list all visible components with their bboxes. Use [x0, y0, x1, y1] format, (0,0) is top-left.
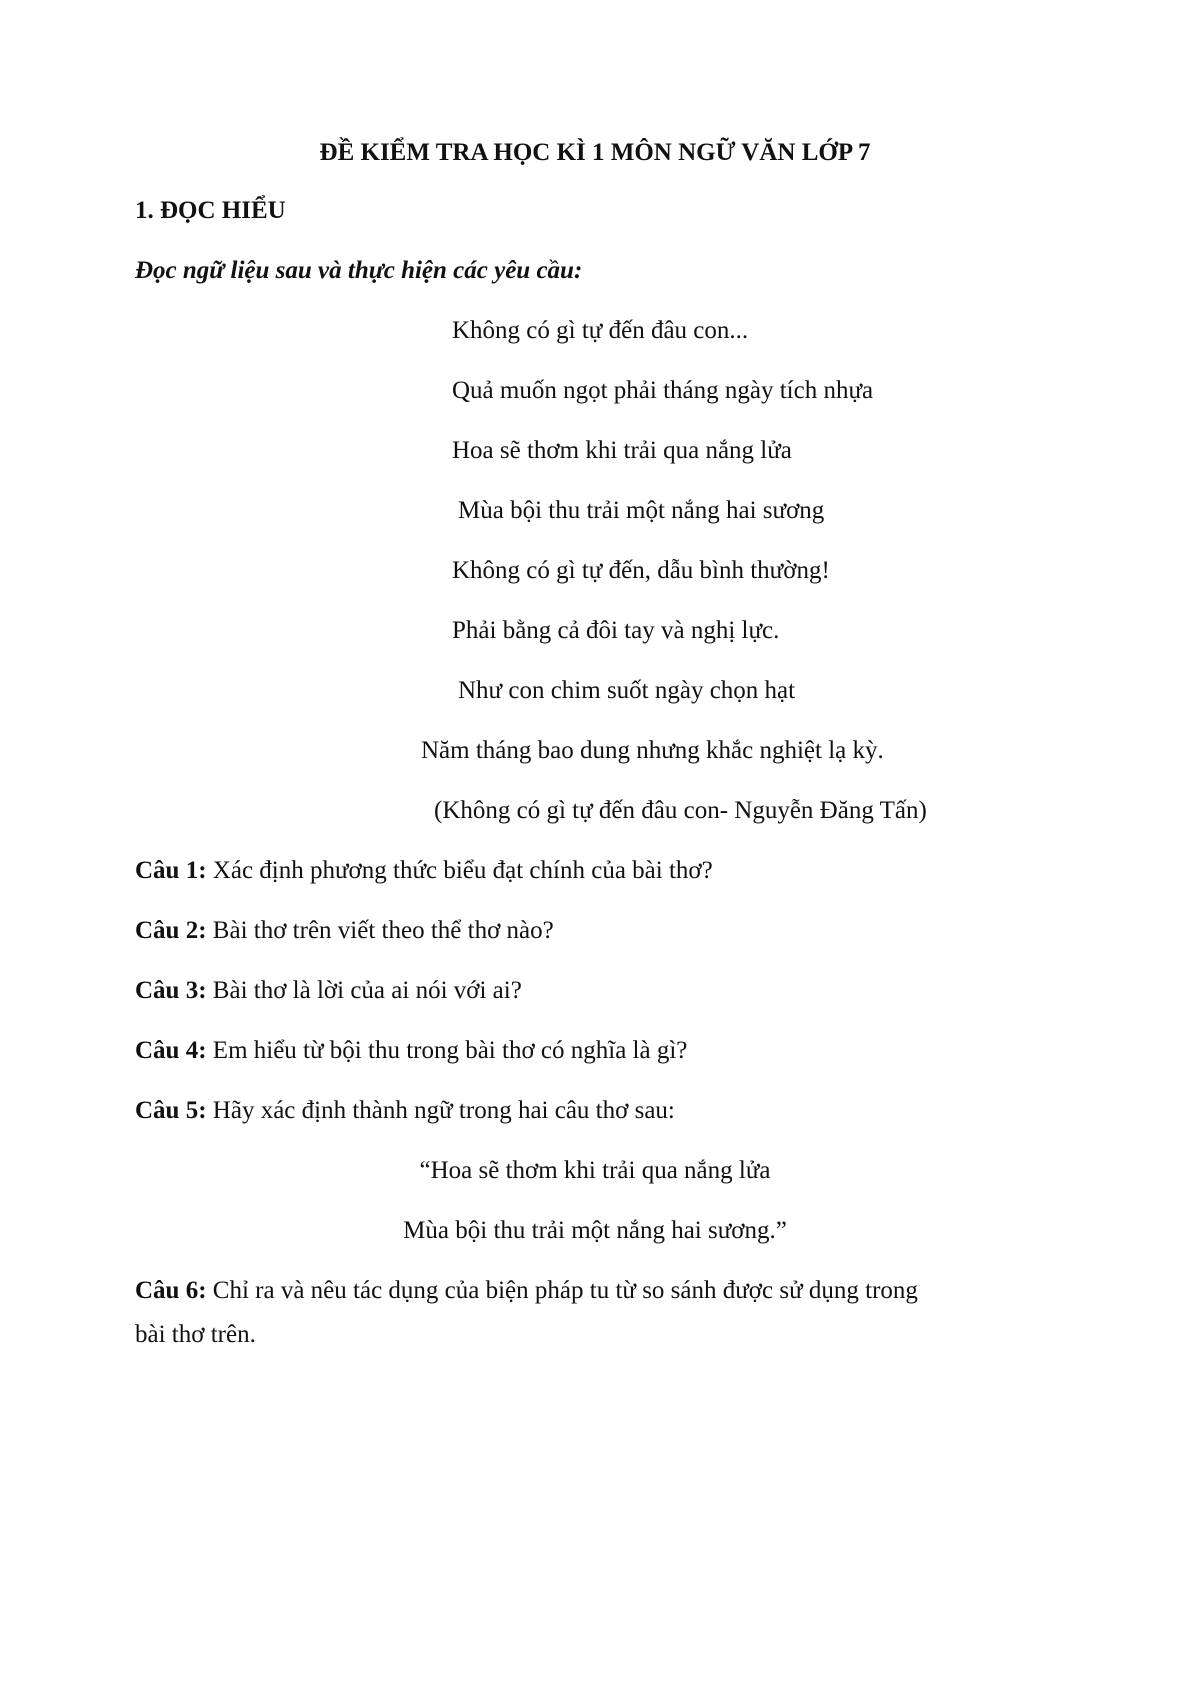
quote-line: “Hoa sẽ thơm khi trải qua nắng lửa [419, 1157, 771, 1184]
document-title: ĐỀ KIỂM TRA HỌC KÌ 1 MÔN NGỮ VĂN LỚP 7 [319, 139, 871, 166]
question-item [135, 856, 713, 886]
question-text-continued: bài thơ trên. [135, 1321, 256, 1348]
question-item [135, 1096, 675, 1126]
poem-line: Không có gì tự đến, dẫu bình thường! [452, 557, 830, 584]
question-text: Chỉ ra và nêu tác dụng của biện pháp tu từ so sánh được sử dụng trong [206, 1277, 918, 1304]
poem-line: Năm tháng bao dung nhưng khắc nghiệt lạ kỳ. [421, 737, 884, 764]
poem-line: Hoa sẽ thơm khi trải qua nắng lửa [452, 437, 792, 464]
question-label: Câu 4: [135, 1037, 207, 1064]
poem-line: Mùa bội thu trải một nắng hai sương [458, 497, 825, 524]
question-item [135, 976, 522, 1006]
question-text: Hãy xác định thành ngữ trong hai câu thơ sau: [206, 1097, 675, 1124]
question-label: Câu 2: [135, 917, 207, 944]
question-text: Xác định phương thức biểu đạt chính của bài thơ? [206, 857, 713, 884]
section-heading: 1. ĐỌC HIỂU [135, 197, 286, 224]
question-label: Câu 5: [135, 1097, 207, 1124]
quote-line: Mùa bội thu trải một nắng hai sương.” [403, 1217, 787, 1244]
question-label: Câu 6: [135, 1277, 207, 1304]
question-text: Bài thơ là lời của ai nói với ai? [206, 977, 522, 1004]
question-item [135, 916, 554, 946]
poem-line: Như con chim suốt ngày chọn hạt [458, 677, 796, 704]
poem-source: (Không có gì tự đến đâu con- Nguyễn Đăng Tấn) [434, 797, 927, 824]
question-text: Bài thơ trên viết theo thể thơ nào? [206, 917, 554, 944]
question-item [135, 1276, 918, 1306]
question-text: Em hiểu từ bội thu trong bài thơ có nghĩa là gì? [206, 1037, 688, 1064]
question-label: Câu 3: [135, 977, 207, 1004]
poem-line: Không có gì tự đến đâu con... [452, 317, 749, 344]
poem-line: Phải bằng cả đôi tay và nghị lực. [452, 617, 780, 644]
instruction-text: Đọc ngữ liệu sau và thực hiện các yêu cầu: [135, 257, 583, 284]
question-item [135, 1036, 687, 1066]
poem-line: Quả muốn ngọt phải tháng ngày tích nhựa [452, 377, 874, 404]
question-label: Câu 1: [135, 857, 207, 884]
